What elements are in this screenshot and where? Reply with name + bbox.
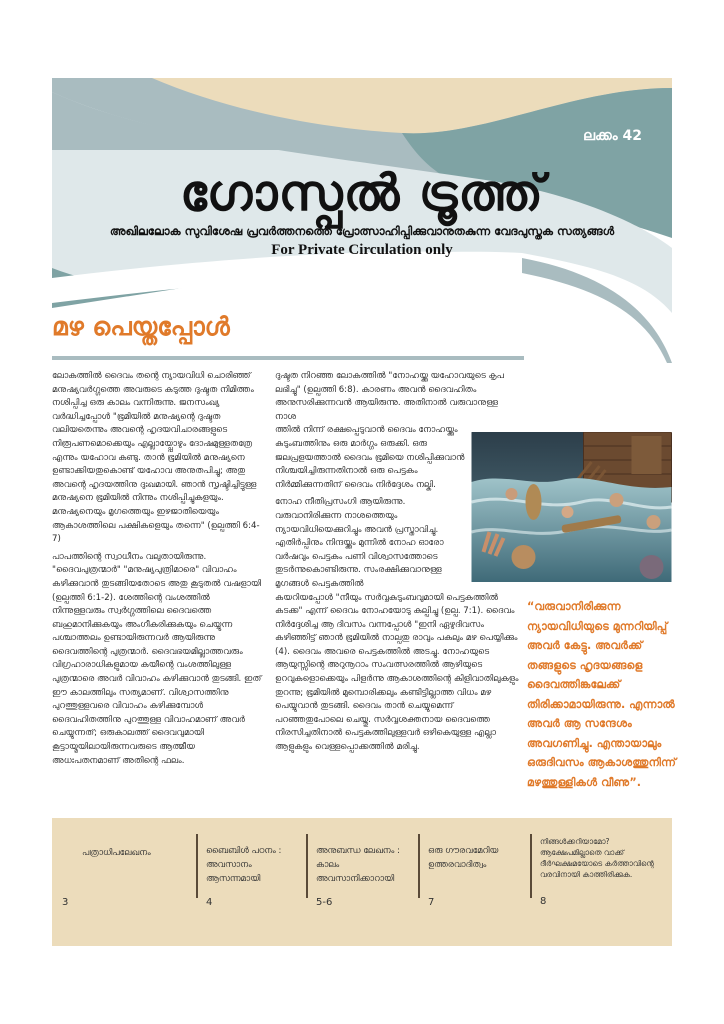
index-item[interactable] <box>202 834 302 910</box>
index-item[interactable] <box>62 834 198 910</box>
index-page-number: 3 <box>62 897 69 908</box>
index-page-number: 7 <box>428 897 435 908</box>
index-item[interactable] <box>424 834 524 910</box>
flood-illustration <box>471 432 672 582</box>
newsletter-title: ഗോസ്പൽ ട്രൂത്ത് <box>179 164 545 222</box>
wrapped-text <box>275 424 470 591</box>
paragraph: ലോകത്തിൽ ദൈവം തന്റെ ന്യായവിധി ചൊരിഞ്ഞ് മനുഷ്യവർഗ്ഗത്തെ അവരുടെ കടുത്ത ദുഷ്ടത നിമിത്തം നശിപ്പിച്ച ഒരു കാലം വന്നിരുന്നു. ജനസംഖ്യ വർദ്ധിച്ചപ്പോൾ "ഭൂമിയിൽ മനുഷ്യന്റെ ദുഷ്ടത വലിയതെന്നും അവന്റെ ഹൃദയവിചാരങ്ങളുടെ നിരൂപണമൊക്കെയും എല്ലായ്പ്പോഴും ദോഷമുള്ളതത്രേ എന്നും യഹോവ കണ്ടു. താൻ ഭൂമിയിൽ മനുഷ്യനെ ഉണ്ടാക്കിയതുകൊണ്ട് യഹോവ അനുതപിച്ചു; അതു അവന്റെ ഹൃദയത്തിനു ദുഃഖമായി. ഞാൻ സൃഷ്ടിച്ചിട്ടുള്ള മനുഷ്യനെ ഭൂമിയിൽ നിന്നും നശിപ്പിച്ചുകളയും. മനുഷ്യനെയും മൃഗത്തെയും ഇഴജാതിയെയും ആകാശത്തിലെ പക്ഷികളെയും തന്നെ" (ഉല്പത്തി 6:4-7) <box>52 371 260 545</box>
index-page-number: 5-6 <box>316 897 333 908</box>
index-separator <box>196 834 198 898</box>
index-separator <box>530 834 532 898</box>
newsletter-subtitle: അഖിലലോക സുവിശേഷ പ്രവർത്തനത്തെ പ്രോത്സാഹിപ്പിക്കുവാനുതകുന്ന വേദപുസ്തക സത്യങ്ങൾ <box>109 224 615 238</box>
paragraph: ത്തിൽ നിന്ന് രക്ഷപ്പെടുവാൻ ദൈവം നോഹയ്ക്കും കുടുംബത്തിനും ഒരു മാർഗ്ഗം ഒരുക്കി. ഒരു ജലപ്രളയത്താൽ ദൈവം ഭൂമിയെ നശിപ്പിക്കുവാൻ നിശ്ചയിച്ചിരുന്നതിനാൽ ഒരു പെട്ടകം നിർമ്മിക്കുന്നതിന് ദൈവം നിർദ്ദേശം നല്കി. <box>275 425 465 490</box>
paragraph: പാപത്തിന്റെ സ്വാധീനം വലുതായിരുന്നു. "ദൈവപുത്രന്മാർ" "മനുഷ്യപുത്രിമാരെ" വിവാഹം കഴിക്കുവാൻ തുടങ്ങിയതോടെ അതു കൂടുതൽ വഷളായി (ഉല്പത്തി 6:1-2). ശേത്തിന്റെ വംശത്തിൽ നിന്നുള്ളവരും സ്വർഗ്ഗത്തിലെ ദൈവത്തെ ബഹുമാനിക്കുകയും അംഗീകരിക്കുകയും ചെയ്യുന്ന പശ്ചാത്തലം ഉണ്ടായിരുന്നവർ ആയിരുന്നു ദൈവത്തിന്റെ പുത്രന്മാർ. ദൈവഭയമില്ലാത്തവരും വിഗ്രഹാരാധികളുമായ കയീന്റെ വംശത്തിലുള്ള പുത്രന്മാരെ അവർ വിവാഹം കഴിക്കുവാൻ തുടങ്ങി. ഇത് ഈ കാലത്തിലും സത്യമാണ്. വിശ്വാസത്തിനു പുറത്തുള്ളവരെ വിവാഹം കഴിക്കുമ്പോൾ ദൈവഹിതത്തിനു പുറത്തുള്ള വിവാഹമാണ് അവർ ചെയ്യുന്നത്; ഒരുകാലത്ത് ദൈവവുമായി കൂട്ടായ്മയിലായിരുന്നവരുടെ ആത്മീയ അധഃപതനമാണ് അതിന്റെ ഫലം. <box>52 551 262 766</box>
article-column-1 <box>52 370 262 772</box>
index-item-title: നിങ്ങൾക്കറിയാമോ? ആക്ഷേപമില്ലാതെ വാക്ക് ദീർഘക്ഷമയോടെ കർത്താവിന്റെ വരവിനായി കാത്തിരിക്കുക. <box>540 837 654 879</box>
index-separator <box>306 834 308 898</box>
index-page-number: 4 <box>206 897 213 908</box>
index-separator <box>418 834 420 898</box>
private-circulation-note: For Private Circulation only <box>271 242 453 258</box>
index-item-title: പത്രാധിപലേഖനം <box>82 848 151 858</box>
index-item-title: അനുബന്ധ ലേഖനം : കാലം അവസാനിക്കാറായി <box>316 846 400 884</box>
contents-index <box>52 818 672 946</box>
index-item[interactable] <box>536 834 666 910</box>
flood-painting-image <box>471 432 672 582</box>
index-page-number: 8 <box>540 896 547 907</box>
pull-quote: “വരുവാനിരിക്കുന്ന ന്യായവിധിയുടെ മുന്നറിയിപ്പ് അവർ കേട്ടു. അവർക്ക് തങ്ങളുടെ ഹൃദയങ്ങളെ ദൈവത്തിങ്കലേക്ക് തിരിക്കാമായിരുന്നു. എന്നാൽ അവർ ആ സന്ദേശം അവഗണിച്ചു. എന്തായാലും ഒരുദിവസം ആകാശത്തുനിന്ന് മഴത്തുള്ളികൾ വീണു”. <box>527 600 677 789</box>
index-item-title: ബൈബിൾ പഠനം : അവസാനം ആസന്നമായി <box>206 846 282 884</box>
paragraph: കയറിയപ്പോൾ "നീയും സർവ്വകുടുംബവുമായി പെട്ടകത്തിൽ കടക്ക" എന്ന് ദൈവം നോഹയോടു കല്പിച്ചു (ഉല്പ. 7:1). ദൈവം നിർദ്ദേശിച്ച ആ ദിവസം വന്നപ്പോൾ "ഇനി ഏഴുദിവസം കഴിഞ്ഞിട്ട് ഞാൻ ഭൂമിയിൽ നാല്പതു രാവും പകലും മഴ പെയ്യിക്കും (4). ദൈവം അവരെ പെട്ടകത്തിൽ അടച്ചു. നോഹയുടെ ആയുസ്സിന്റെ അറുനൂറാം സംവത്സരത്തിൽ ആഴിയുടെ ഉറവുകളൊക്കെയും പിളർന്നു ആകാശത്തിന്റെ കിളിവാതിലുകളും തുറന്നു; ഭൂമിയിൽ മുമ്പൊരിക്കലും കണ്ടിട്ടില്ലാത്ത വിധം മഴ പെയ്യുവാൻ തുടങ്ങി. ദൈവം താൻ ചെയ്യുമെന്ന് പറഞ്ഞതുപോലെ ചെയ്തു. സർവ്വശക്തനായ ദൈവത്തെ നിരസിച്ചതിനാൽ പെട്ടകത്തിലുള്ളവർ ഒഴികെയുള്ള എല്ലാ ആളുകളും വെള്ളപ്പൊക്കത്തിൽ മരിച്ചു. <box>275 592 519 753</box>
article-title: മഴ പെയ്തപ്പോൾ <box>52 312 230 341</box>
paragraph: നോഹ നീതിപ്രസംഗി ആയിരുന്നു. വരുവാനിരിക്കുന്ന നാശത്തെയും ന്യായവിധിയെക്കുറിച്ചും അവൻ പ്രസ്താവിച്ചു. എതിർപ്പിനും നിന്ദയ്ക്കും മുന്നിൽ നോഹ ഓരോ വർഷവും പെട്ടകം പണി വിശ്വാസത്തോടെ തുടർന്നുകൊണ്ടിരുന്നു. സംരക്ഷിക്കുവാനുള്ള മൃഗങ്ങൾ പെട്ടകത്തിൽ <box>275 497 444 589</box>
title-divider <box>52 356 524 360</box>
paragraph: ദുഷ്ടത നിറഞ്ഞ ലോകത്തിൽ "നോഹയ്ക്കു യഹോവയുടെ കൃപ ലഭിച്ചു" (ഉല്പത്തി 6:8). കാരണം അവൻ ദൈവഹിതം അനുസരിക്കുന്നവൻ ആയിരുന്നു. അതിനാൽ വരുവാനുള്ള നാശ <box>275 371 505 422</box>
issue-number: ലക്കം 42 <box>583 128 642 144</box>
index-item-title: ഒരു ഗൗരവമേറിയ ഉത്തരവാദിത്വം <box>428 846 499 870</box>
index-item[interactable] <box>312 834 412 910</box>
